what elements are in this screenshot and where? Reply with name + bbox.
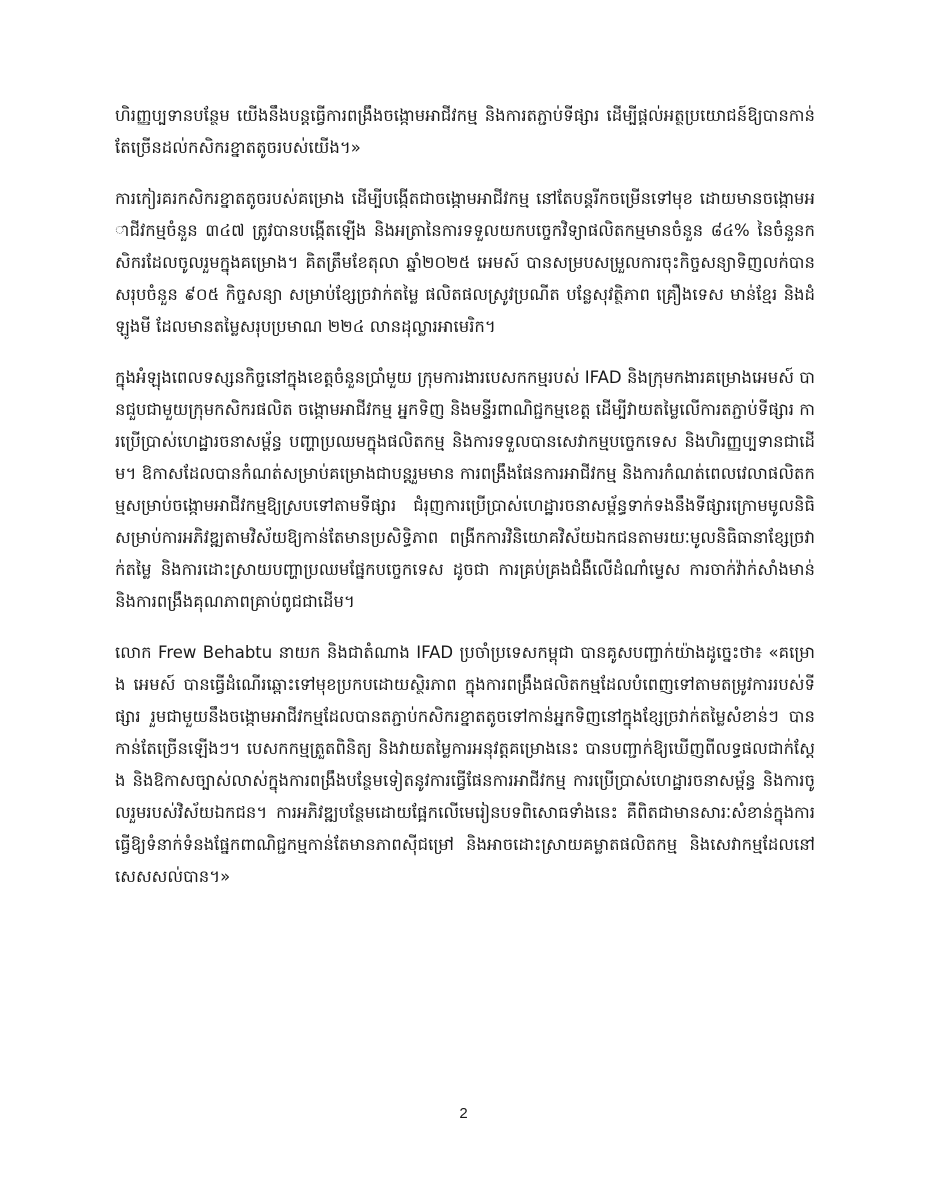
paragraph-1: ហិរញ្ញប្បទានបន្ថែម យើងនឹងបន្តធ្វើការពង្រឹងចង្កោមអាជីវកម្ម និងការតភ្ជាប់ទីផ្សារ ដើម្បីផ្តល់អត្ថប្រយោជន៍ឱ្យបានកាន់តែច្រើនដល់កសិករខ្នាតតូចរបស់យើង។»: [115, 106, 815, 157]
paragraph-4: លោក Frew Behabtu នាយក និងជាតំណាង IFAD ប្រចាំប្រទេសកម្ពុជា បានគូសបញ្ជាក់យ៉ាងដូច្នេះថា៖ «គម្រោង អេមស៍ បានធ្វើដំណើរឆ្ពោះទៅមុខប្រកបដោយស្ថិរភាព ក្នុងការពង្រឹងផលិតកម្មដែលបំពេញទៅតាមតម្រូវការរបស់ទីផ្សារ រួមជាមួយនឹងចង្កោមអាជីវកម្មដែលបានតភ្ជាប់កសិករខ្នាតតូចទៅកាន់អ្នកទិញនៅក្នុងខ្សែច្រវាក់តម្លៃសំខាន់ៗ បានកាន់តែច្រើនឡើងៗ។ បេសកកម្មត្រួតពិនិត្យ និងវាយតម្លៃការអនុវត្តគម្រោងនេះ បានបញ្ជាក់ឱ្យឃើញពីលទ្ធផលជាក់ស្តែង និងឱកាសច្បាស់លាស់ក្នុងការពង្រឹងបន្ថែមទៀតនូវការធ្វើផែនការអាជីវកម្ម ការប្រើប្រាស់ហេដ្ឋារចនាសម្ព័ន្ធ និងការចូលរួមរបស់វិស័យឯកជន។ ការអភិវឌ្ឍបន្ថែមដោយផ្អែកលើមេរៀនបទពិសោធទាំងនេះ គឺពិតជាមានសារៈសំខាន់ក្នុងការធ្វើឱ្យទំនាក់ទំនងផ្នែកពាណិជ្ជកម្មកាន់តែមានភាពស៊ីជម្រៅ និងអាចដោះស្រាយគម្លាតផលិតកម្ម និងសេវាកម្មដែលនៅសេសសល់បាន។»: [115, 643, 815, 886]
paragraph-2: ការកៀរគរកសិករខ្នាតតូចរបស់គម្រោង ដើម្បីបង្កើតជាចង្កោមអាជីវកម្ម នៅតែបន្តរីកចម្រើនទៅមុខ ដោយមានចង្កោមអាជីវកម្មចំនួន ៣៤៧ ត្រូវបានបង្កើតឡើង និងអត្រានៃការទទួលយកបច្ចេកវិទ្យាផលិតកម្មមានចំនួន ៨៤% នៃចំនួនកសិករដែលចូលរួមក្នុងគម្រោង។ គិតត្រឹមខែតុលា ឆ្នាំ២០២៥ អេមស៍ បានសម្របសម្រួលការចុះកិច្ចសន្យាទិញលក់បានសរុបចំនួន ៩០៥ កិច្ចសន្យា សម្រាប់ខ្សែច្រវាក់តម្លៃ ផលិតផលស្រូវប្រណីត បន្លែសុវត្ថិភាព គ្រឿងទេស មាន់ខ្មែរ និងដំឡូងមី ដែលមានតម្លៃសរុបប្រមាណ ២២៤ លានដុល្លារអាមេរិក។: [115, 189, 815, 336]
paragraph-3: ក្នុងអំឡុងពេលទស្សនកិច្ចនៅក្នុងខេត្តចំនួនប្រាំមួយ ក្រុមការងារបេសកកម្មរបស់ IFAD និងក្រុមកងារគម្រោងអេមស៍ បានជួបជាមួយក្រុមកសិករផលិត ចង្កោមអាជីវកម្ម អ្នកទិញ និងមន្ទីរពាណិជ្ជកម្មខេត្ត ដើម្បីវាយតម្លៃលើការតភ្ជាប់ទីផ្សារ ការប្រើប្រាស់ហេដ្ឋារចនាសម្ព័ន្ធ បញ្ហាប្រឈមក្នុងផលិតកម្ម និងការទទួលបានសេវាកម្មបច្ចេកទេស និងហិរញ្ញប្បទានជាដើម។ ឱកាសដែលបានកំណត់សម្រាប់គម្រោងជាបន្តរួមមាន ការពង្រឹងផែនការអាជីវកម្ម និងការកំណត់ពេលវេលាផលិតកម្មសម្រាប់ចង្កោមអាជីវកម្មឱ្យស្របទៅតាមទីផ្សារ ជំរុញការប្រើប្រាស់ហេដ្ឋារចនាសម្ព័ន្ធទាក់ទងនឹងទីផ្សារក្រោមមូលនិធិសម្រាប់ការអភិវឌ្ឍតាមវិស័យឱ្យកាន់តែមានប្រសិទ្ធិភាព ពង្រីកការវិនិយោគវិស័យឯកជនតាមរយៈមូលនិធិធានាខ្សែច្រវាក់តម្លៃ និងការដោះស្រាយបញ្ហាប្រឈមផ្នែកបច្ចេកទេស ដូចជា ការគ្រប់គ្រងជំងឺលើដំណាំម្ទេស ការចាក់វ៉ាក់សាំងមាន់ និងការពង្រឹងគុណភាពគ្រាប់ពូជជាដើម។: [115, 368, 815, 611]
document-body: [115, 100, 815, 912]
page-number: 2: [459, 1105, 468, 1122]
